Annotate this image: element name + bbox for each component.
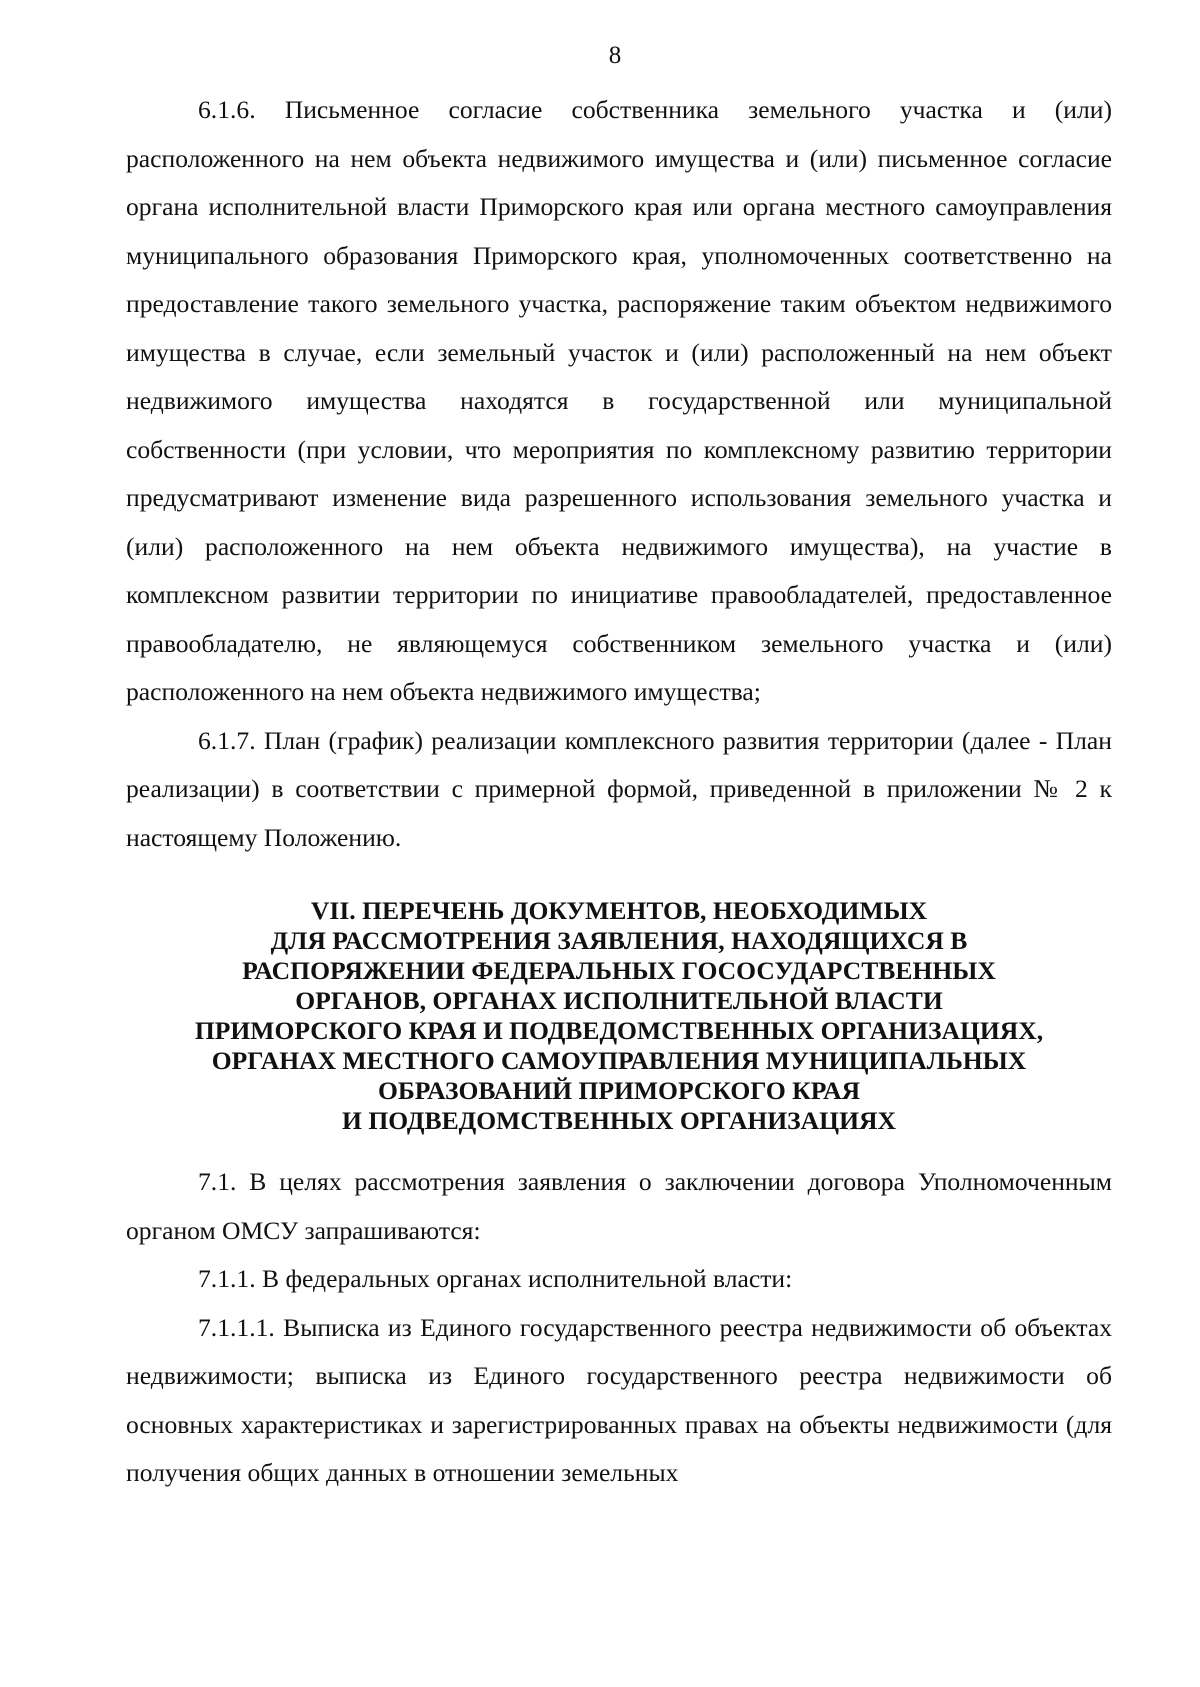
section-heading-line: ОБРАЗОВАНИЙ ПРИМОРСКОГО КРАЯ <box>377 1076 861 1105</box>
paragraph-7-1-1-1: 7.1.1.1. Выписка из Единого государственного реестра недвижимости об объектах недвижимости; выписка из Единого государственного реестра недвижимости об основных характеристиках и зарегистрированных правах на объекты недвижимости (для получения общих данных в отношении земельных <box>126 1312 1112 1487</box>
section-heading-line: VII. ПЕРЕЧЕНЬ ДОКУМЕНТОВ, НЕОБХОДИМЫХ <box>310 896 928 925</box>
paragraph-7-1-1: 7.1.1. В федеральных органах исполнительной власти: <box>198 1264 793 1293</box>
page-number: 8 <box>608 42 622 69</box>
paragraph-6-1-6: 6.1.6. Письменное согласие собственника земельного участка и (или) расположенного на нем объекта недвижимого имущества и (или) письменное согласие органа исполнительной власти Приморского края или органа местного самоуправления муниципального образования Приморского края, уполномоченных соответственно на предоставление такого земельного участка, распоряжение таким объектом недвижимого имущества в случае, если земельный участок и (или) расположенный на нем объект недвижимого имущества находятся в государственной или муниципальной собственности (при условии, что мероприятия по комплексному развитию территории предусматривают изменение вида разрешенного использования земельного участка и (или) расположенного на нем объекта недвижимого имущества), на участие в комплексном развитии территории по инициативе правообладателей, предоставленное правообладателю, не являющемуся собственником земельного участка и (или) расположенного на нем объекта недвижимого имущества; <box>126 95 1112 706</box>
section-heading-line: ОРГАНАХ МЕСТНОГО САМОУПРАВЛЕНИЯ МУНИЦИПАЛЬНЫХ <box>211 1046 1027 1075</box>
section-heading-line: И ПОДВЕДОМСТВЕННЫХ ОРГАНИЗАЦИЯХ <box>342 1106 896 1135</box>
section-heading-line: ОРГАНОВ, ОРГАНАХ ИСПОЛНИТЕЛЬНОЙ ВЛАСТИ <box>295 986 943 1015</box>
paragraph-6-1-7: 6.1.7. План (график) реализации комплексного развития территории (далее - План реализации) в соответствии с примерной формой, приведенной в приложении № 2 к настоящему Положению. <box>126 725 1112 852</box>
section-heading-vii <box>126 896 1112 1136</box>
section-heading-line: ДЛЯ РАССМОТРЕНИЯ ЗАЯВЛЕНИЯ, НАХОДЯЩИХСЯ В <box>270 926 968 955</box>
section-heading-line: РАСПОРЯЖЕНИИ ФЕДЕРАЛЬНЫХ ГОСОСУДАРСТВЕННЫХ <box>242 956 996 985</box>
section-heading-line: ПРИМОРСКОГО КРАЯ И ПОДВЕДОМСТВЕННЫХ ОРГАНИЗАЦИЯХ, <box>194 1016 1044 1045</box>
document-body <box>126 86 1112 1498</box>
paragraph-7-1: 7.1. В целях рассмотрения заявления о заключении договора Уполномоченным органом ОМСУ запрашиваются: <box>126 1167 1112 1245</box>
